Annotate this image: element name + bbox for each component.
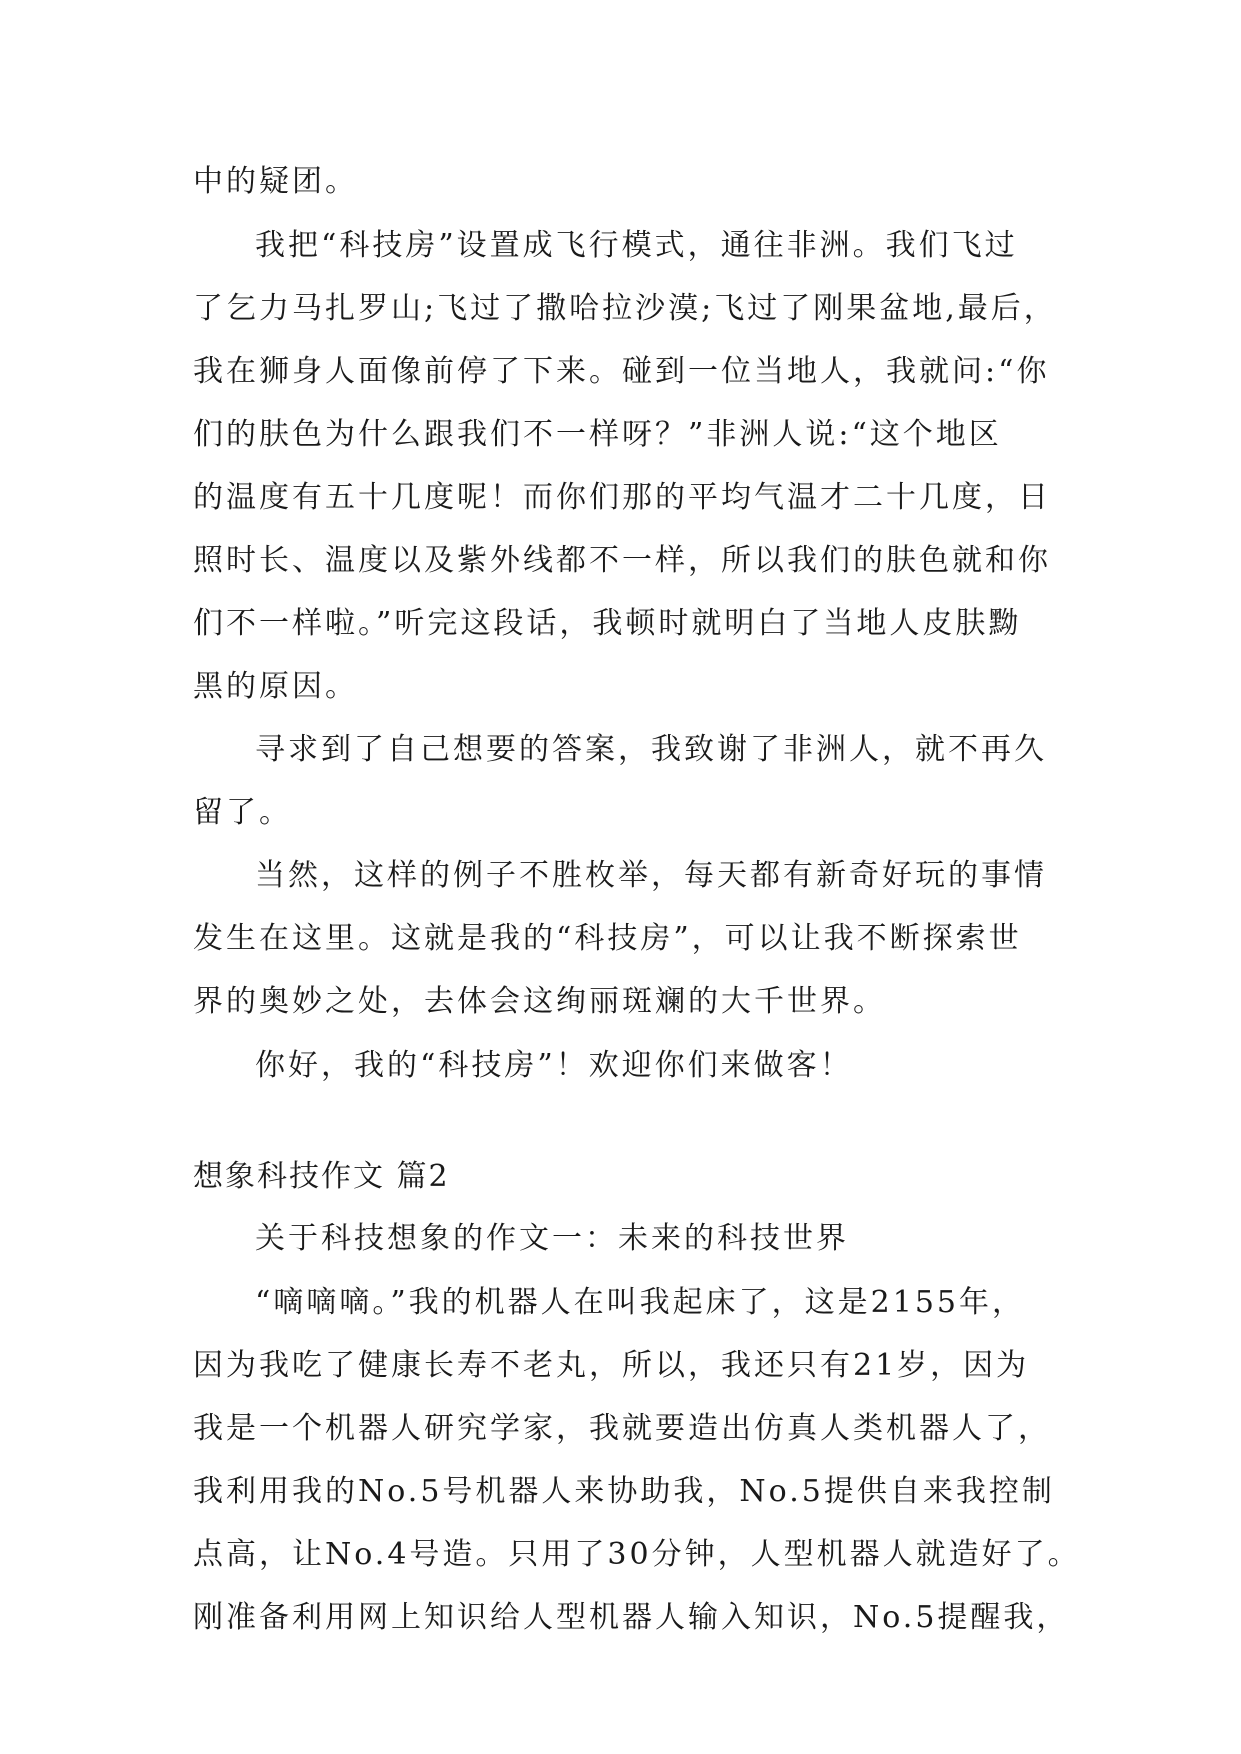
text-line: 照时长、温度以及紫外线都不一样，所以我们的肤色就和你: [193, 543, 1051, 578]
text-line: 发生在这里。这就是我的“科技房”，可以让我不断探索世: [193, 921, 1022, 956]
text-line: 我在狮身人面像前停了下来。碰到一位当地人，我就问:“你: [193, 354, 1050, 389]
text-line: 们不一样啦。”听完这段话，我顿时就明白了当地人皮肤黝: [193, 606, 1022, 641]
text-line: 我利用我的No.5号机器人来协助我，No.5提供自来我控制: [193, 1474, 1055, 1509]
text-line: “嘀嘀嘀。”我的机器人在叫我起床了，这是2155年，: [255, 1285, 1026, 1320]
text-line: 我是一个机器人研究学家，我就要造出仿真人类机器人了，: [193, 1411, 1051, 1446]
text-line: 寻求到了自己想要的答案，我致谢了非洲人，就不再久: [255, 732, 1047, 767]
text-line: 当然，这样的例子不胜枚举，每天都有新奇好玩的事情: [255, 858, 1047, 893]
text-line: 界的奥妙之处，去体会这绚丽斑斓的大千世界。: [193, 984, 886, 1019]
text-line: 刚准备利用网上知识给人型机器人输入知识，No.5提醒我，: [193, 1600, 1070, 1635]
text-line: 点高，让No.4号造。只用了30分钟，人型机器人就造好了。: [193, 1537, 1081, 1572]
section-heading: 想象科技作文 篇2: [193, 1159, 450, 1194]
text-line: 的温度有五十几度呢！而你们那的平均气温才二十几度，日: [193, 480, 1051, 515]
text-line: 我把“科技房”设置成飞行模式，通往非洲。我们飞过: [255, 228, 1018, 263]
text-line: 因为我吃了健康长寿不老丸，所以，我还只有21岁，因为: [193, 1348, 1030, 1383]
text-line: 留了。: [193, 795, 292, 830]
text-line: 黑的原因。: [193, 669, 358, 704]
article-title: 关于科技想象的作文一：未来的科技世界: [255, 1221, 849, 1256]
text-line: 了乞力马扎罗山;飞过了撒哈拉沙漠;飞过了刚果盆地,最后，: [193, 291, 1057, 326]
text-line: 中的疑团。: [193, 164, 358, 199]
text-line: 们的肤色为什么跟我们不一样呀？”非洲人说:“这个地区: [193, 417, 1002, 452]
text-line: 你好，我的“科技房”！欢迎你们来做客！: [255, 1048, 853, 1083]
